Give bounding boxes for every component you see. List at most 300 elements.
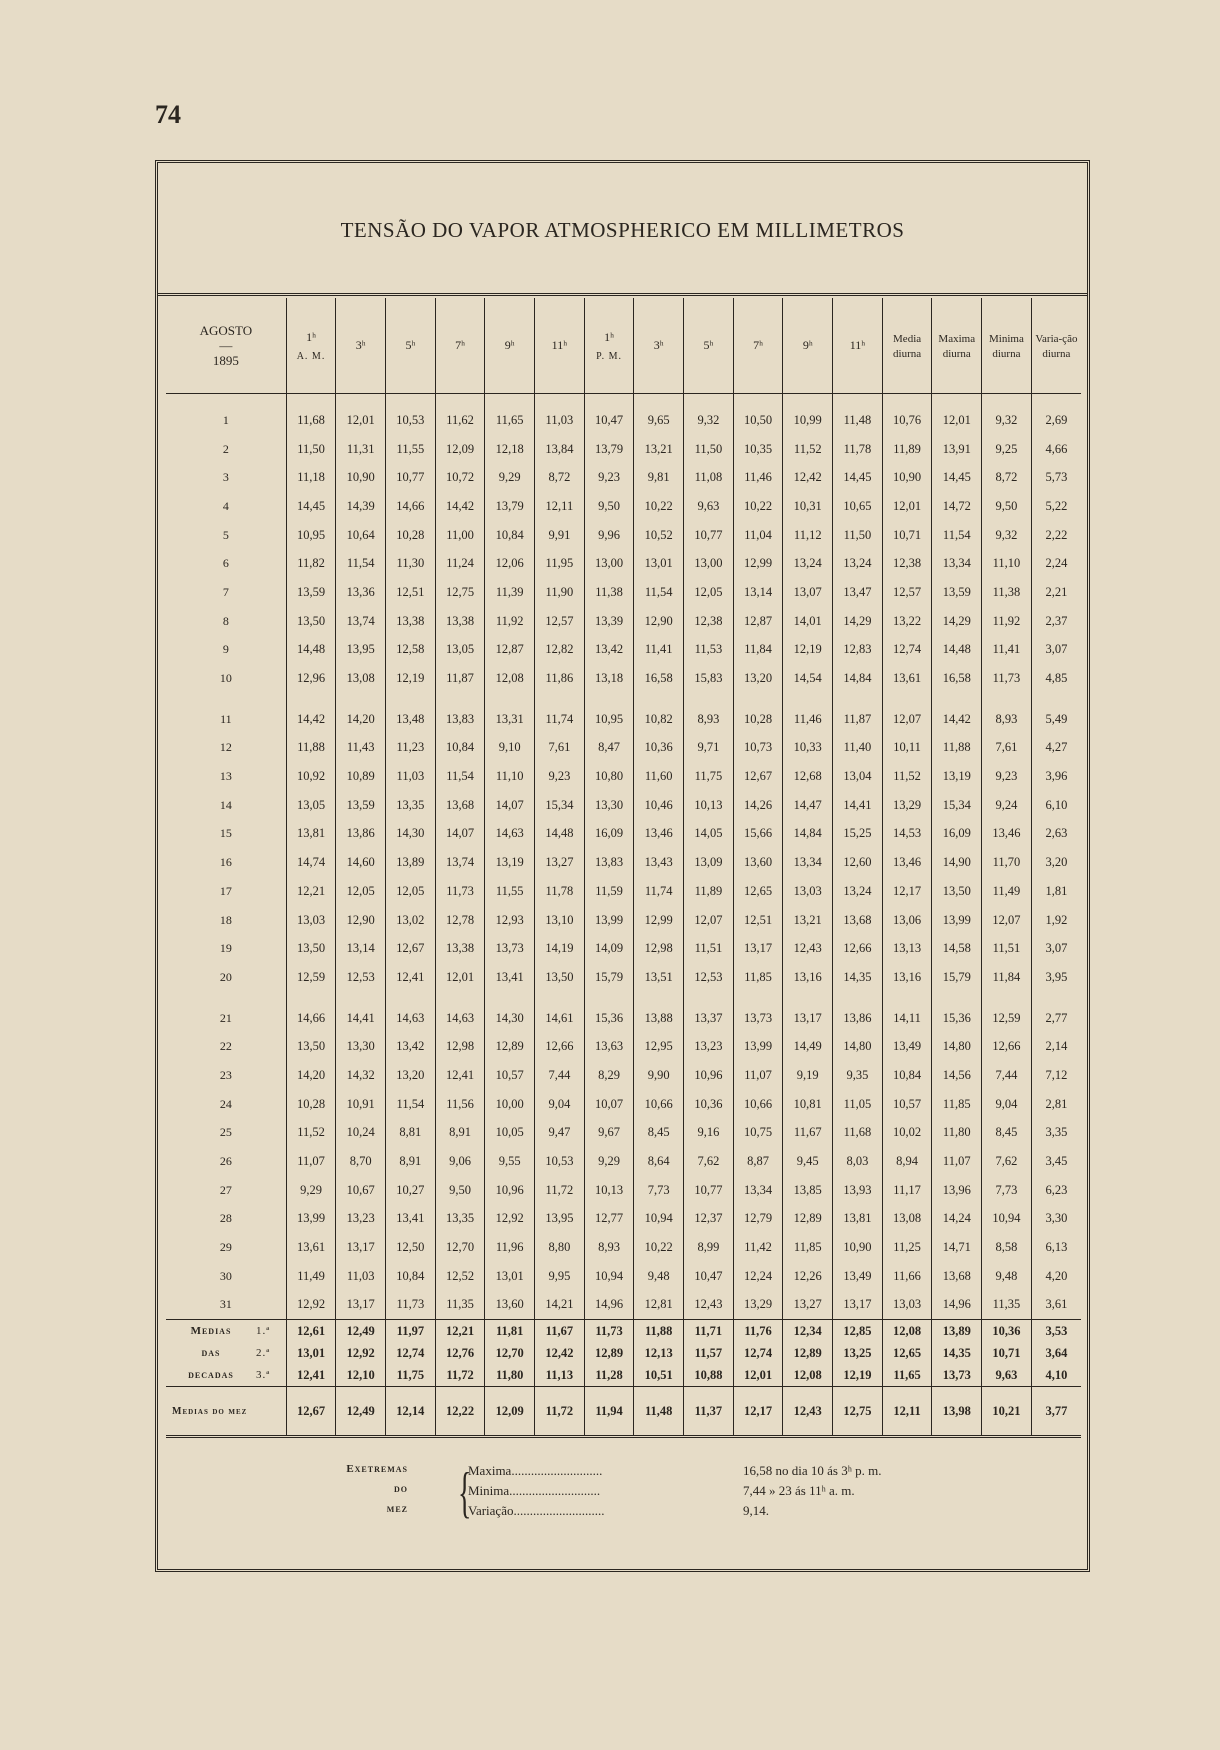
value-cell: 11,25	[882, 1233, 932, 1262]
decade-value-cell: 12,92	[336, 1342, 386, 1364]
value-cell: 12,52	[435, 1262, 485, 1291]
column-header	[535, 298, 585, 394]
table-row	[166, 664, 1081, 693]
value-cell: 9,90	[634, 1061, 684, 1090]
month-mean-cell: 12,09	[485, 1387, 535, 1437]
column-header-hour: 5ʰ	[405, 338, 416, 352]
value-cell: 11,78	[833, 435, 883, 464]
day-cell: 15	[219, 826, 232, 841]
value-cell: 13,42	[584, 636, 634, 665]
value-cell: 14,96	[584, 1291, 634, 1320]
decade-row	[166, 1342, 1081, 1364]
value-cell: 14,01	[783, 607, 833, 636]
value-cell: 9,29	[584, 1147, 634, 1176]
value-cell: 13,34	[783, 848, 833, 877]
value-cell: 13,83	[584, 848, 634, 877]
value-cell: 10,11	[882, 734, 932, 763]
month-means-row	[166, 1387, 1081, 1437]
month-mean-cell: 12,67	[286, 1387, 336, 1437]
value-cell: 11,07	[733, 1061, 783, 1090]
value-cell: 11,70	[982, 848, 1032, 877]
value-cell: 13,50	[286, 607, 336, 636]
spacer-cell	[733, 693, 783, 705]
value-cell: 11,62	[435, 406, 485, 435]
spacer-row	[166, 992, 1081, 1004]
value-cell: 14,96	[932, 1291, 982, 1320]
value-cell: 10,28	[733, 705, 783, 734]
decade-value-cell: 11,75	[386, 1364, 436, 1387]
value-cell: 12,67	[386, 934, 436, 963]
table-row	[166, 1004, 1081, 1033]
value-cell: 5,22	[1031, 492, 1081, 521]
value-cell: 14,20	[286, 1061, 336, 1090]
spacer-cell	[535, 394, 585, 407]
value-cell: 14,48	[932, 636, 982, 665]
decade-value-cell: 11,80	[485, 1364, 535, 1387]
value-cell: 11,46	[783, 705, 833, 734]
value-cell: 10,22	[733, 492, 783, 521]
value-cell: 11,53	[684, 636, 734, 665]
value-cell: 11,85	[733, 963, 783, 992]
value-cell: 13,88	[634, 1004, 684, 1033]
value-cell: 13,38	[435, 607, 485, 636]
value-cell: 11,55	[386, 435, 436, 464]
day-cell: 12	[219, 740, 232, 755]
value-cell: 14,45	[932, 463, 982, 492]
value-cell: 11,74	[535, 705, 585, 734]
value-cell: 9,25	[982, 435, 1032, 464]
extreme-maxima-name: Maxima	[468, 1463, 512, 1478]
value-cell: 13,21	[634, 435, 684, 464]
spacer-cell	[336, 992, 386, 1004]
spacer-cell	[783, 992, 833, 1004]
value-cell: 13,79	[485, 492, 535, 521]
value-cell: 14,41	[833, 791, 883, 820]
value-cell: 2,24	[1031, 549, 1081, 578]
decade-value-cell: 11,67	[535, 1320, 585, 1343]
value-cell: 13,34	[733, 1176, 783, 1205]
value-cell: 13,14	[733, 578, 783, 607]
column-header-hour: 9ʰ	[802, 338, 813, 352]
value-cell: 13,23	[684, 1032, 734, 1061]
value-cell: 10,94	[584, 1262, 634, 1291]
decade-row	[166, 1364, 1081, 1387]
value-cell: 10,13	[584, 1176, 634, 1205]
value-cell: 14,63	[386, 1004, 436, 1033]
decade-value-cell: 11,72	[435, 1364, 485, 1387]
table-row	[166, 521, 1081, 550]
value-cell: 13,30	[584, 791, 634, 820]
value-cell: 10,47	[584, 406, 634, 435]
day-cell: 8	[222, 613, 229, 628]
value-cell: 2,77	[1031, 1004, 1081, 1033]
value-cell: 14,21	[535, 1291, 585, 1320]
day-cell: 5	[222, 527, 229, 542]
value-cell: 13,03	[882, 1291, 932, 1320]
day-cell: 24	[219, 1096, 232, 1111]
value-cell: 12,41	[386, 963, 436, 992]
spacer-cell	[435, 992, 485, 1004]
value-cell: 10,80	[584, 762, 634, 791]
decade-value-cell: 13,73	[932, 1364, 982, 1387]
value-cell: 11,10	[485, 762, 535, 791]
table-row	[166, 406, 1081, 435]
value-cell: 12,66	[535, 1032, 585, 1061]
value-cell: 8,94	[882, 1147, 932, 1176]
decade-value-cell: 12,01	[733, 1364, 783, 1387]
value-cell: 13,34	[932, 549, 982, 578]
value-cell: 10,27	[386, 1176, 436, 1205]
value-cell: 11,88	[286, 734, 336, 763]
column-header-hour: Minima diurna	[989, 332, 1024, 360]
value-cell: 14,26	[733, 791, 783, 820]
header-dash: —	[219, 337, 233, 353]
month-mean-cell: 12,43	[783, 1387, 833, 1437]
value-cell: 11,54	[435, 762, 485, 791]
value-cell: 16,09	[584, 820, 634, 849]
header-row	[166, 298, 1081, 394]
spacer-cell	[684, 992, 734, 1004]
value-cell: 14,29	[833, 607, 883, 636]
value-cell: 11,41	[982, 636, 1032, 665]
value-cell: 11,68	[286, 406, 336, 435]
value-cell: 13,42	[386, 1032, 436, 1061]
value-cell: 10,53	[386, 406, 436, 435]
value-cell: 13,07	[783, 578, 833, 607]
value-cell: 13,27	[535, 848, 585, 877]
day-cell: 11	[220, 711, 232, 726]
spacer-cell	[435, 693, 485, 705]
decade-value-cell: 14,35	[932, 1342, 982, 1364]
value-cell: 13,29	[882, 791, 932, 820]
decade-value-cell: 12,74	[733, 1342, 783, 1364]
value-cell: 11,49	[286, 1262, 336, 1291]
value-cell: 14,30	[485, 1004, 535, 1033]
value-cell: 5,49	[1031, 705, 1081, 734]
decade-value-cell: 11,28	[584, 1364, 634, 1387]
value-cell: 13,81	[833, 1205, 883, 1234]
value-cell: 12,90	[336, 906, 386, 935]
value-cell: 8,72	[535, 463, 585, 492]
extreme-minima-value: 7,44 » 23 ás 11ʰ a. m.	[743, 1483, 855, 1498]
value-cell: 13,35	[435, 1205, 485, 1234]
value-cell: 10,05	[485, 1119, 535, 1148]
value-cell: 3,61	[1031, 1291, 1081, 1320]
value-cell: 10,67	[336, 1176, 386, 1205]
spacer-cell	[435, 394, 485, 407]
day-cell: 30	[219, 1268, 232, 1283]
value-cell: 13,17	[733, 934, 783, 963]
value-cell: 10,94	[982, 1205, 1032, 1234]
value-cell: 9,29	[286, 1176, 336, 1205]
decade-group-label: decadas	[188, 1369, 234, 1382]
decade-value-cell: 12,61	[286, 1320, 336, 1343]
value-cell: 4,20	[1031, 1262, 1081, 1291]
value-cell: 12,96	[286, 664, 336, 693]
value-cell: 12,05	[386, 877, 436, 906]
value-cell: 11,54	[932, 521, 982, 550]
value-cell: 10,24	[336, 1119, 386, 1148]
value-cell: 13,30	[336, 1032, 386, 1061]
value-cell: 13,01	[634, 549, 684, 578]
value-cell: 13,35	[386, 791, 436, 820]
value-cell: 14,47	[783, 791, 833, 820]
value-cell: 9,04	[982, 1090, 1032, 1119]
value-cell: 13,46	[882, 848, 932, 877]
spacer-cell	[485, 992, 535, 1004]
day-cell: 26	[219, 1154, 232, 1169]
decade-value-cell: 11,73	[584, 1320, 634, 1343]
decade-value-cell: 13,01	[286, 1342, 336, 1364]
value-cell: 10,36	[684, 1090, 734, 1119]
value-cell: 13,03	[286, 906, 336, 935]
value-cell: 14,80	[833, 1032, 883, 1061]
value-cell: 11,85	[932, 1090, 982, 1119]
decade-value-cell: 12,13	[634, 1342, 684, 1364]
value-cell: 8,93	[584, 1233, 634, 1262]
value-cell: 9,65	[634, 406, 684, 435]
day-cell: 16	[219, 855, 232, 870]
value-cell: 11,84	[982, 963, 1032, 992]
extreme-maxima-value: 16,58 no dia 10 ás 3ʰ p. m.	[743, 1463, 882, 1478]
spacer-cell	[982, 394, 1032, 407]
value-cell: 12,07	[882, 705, 932, 734]
value-cell: 13,96	[932, 1176, 982, 1205]
table-row	[166, 607, 1081, 636]
column-header-hour: Varia-ção diurna	[1035, 332, 1078, 360]
value-cell: 13,99	[584, 906, 634, 935]
value-cell: 13,99	[932, 906, 982, 935]
spacer-cell	[684, 693, 734, 705]
value-cell: 15,34	[535, 791, 585, 820]
value-cell: 12,43	[783, 934, 833, 963]
value-cell: 13,38	[435, 934, 485, 963]
column-header-sub: P. M.	[596, 350, 622, 362]
value-cell: 13,01	[485, 1262, 535, 1291]
value-cell: 10,64	[336, 521, 386, 550]
decade-value-cell: 12,76	[435, 1342, 485, 1364]
value-cell: 10,50	[733, 406, 783, 435]
spacer-cell	[485, 394, 535, 407]
value-cell: 12,81	[634, 1291, 684, 1320]
month-mean-cell: 12,14	[386, 1387, 436, 1437]
value-cell: 9,29	[485, 463, 535, 492]
value-cell: 8,81	[386, 1119, 436, 1148]
value-cell: 10,89	[336, 762, 386, 791]
decade-value-cell: 12,65	[882, 1342, 932, 1364]
decade-value-cell: 3,53	[1031, 1320, 1081, 1343]
value-cell: 11,75	[684, 762, 734, 791]
value-cell: 9,96	[584, 521, 634, 550]
value-cell: 14,49	[783, 1032, 833, 1061]
value-cell: 13,50	[286, 934, 336, 963]
value-cell: 10,22	[634, 492, 684, 521]
table-row	[166, 848, 1081, 877]
decade-value-cell: 11,71	[684, 1320, 734, 1343]
value-cell: 11,03	[386, 762, 436, 791]
month-mean-cell: 11,72	[535, 1387, 585, 1437]
day-cell: 22	[219, 1039, 232, 1054]
value-cell: 9,81	[634, 463, 684, 492]
value-cell: 12,75	[435, 578, 485, 607]
value-cell: 14,84	[783, 820, 833, 849]
value-cell: 7,61	[982, 734, 1032, 763]
value-cell: 15,66	[733, 820, 783, 849]
column-header-hour: 3ʰ	[653, 338, 664, 352]
value-cell: 10,36	[634, 734, 684, 763]
decade-group-label: Medias	[190, 1325, 232, 1338]
value-cell: 12,51	[733, 906, 783, 935]
value-cell: 11,88	[932, 734, 982, 763]
value-cell: 13,81	[286, 820, 336, 849]
value-cell: 12,92	[485, 1205, 535, 1234]
column-header	[684, 298, 734, 394]
value-cell: 12,59	[982, 1004, 1032, 1033]
value-cell: 10,71	[882, 521, 932, 550]
spacer-cell	[882, 693, 932, 705]
value-cell: 11,68	[833, 1119, 883, 1148]
value-cell: 13,22	[882, 607, 932, 636]
extremes-brace: {	[458, 1462, 472, 1524]
value-cell: 15,79	[932, 963, 982, 992]
table-row	[166, 1061, 1081, 1090]
value-cell: 10,72	[435, 463, 485, 492]
value-cell: 11,67	[783, 1119, 833, 1148]
value-cell: 14,84	[833, 664, 883, 693]
value-cell: 13,00	[684, 549, 734, 578]
value-cell: 9,67	[584, 1119, 634, 1148]
value-cell: 3,35	[1031, 1119, 1081, 1148]
value-cell: 8,58	[982, 1233, 1032, 1262]
table-row	[166, 549, 1081, 578]
column-header	[783, 298, 833, 394]
table-frame	[155, 160, 1090, 1572]
value-cell: 14,39	[336, 492, 386, 521]
value-cell: 6,10	[1031, 791, 1081, 820]
value-cell: 10,47	[684, 1262, 734, 1291]
decade-value-cell: 12,70	[485, 1342, 535, 1364]
table-row	[166, 1205, 1081, 1234]
value-cell: 10,13	[684, 791, 734, 820]
day-cell: 20	[219, 969, 232, 984]
value-cell: 12,89	[485, 1032, 535, 1061]
value-cell: 11,05	[833, 1090, 883, 1119]
value-cell: 14,30	[386, 820, 436, 849]
table-row	[166, 1291, 1081, 1320]
value-cell: 10,00	[485, 1090, 535, 1119]
value-cell: 6,13	[1031, 1233, 1081, 1262]
day-cell: 19	[219, 941, 232, 956]
header-year: 1895	[212, 352, 239, 368]
decade-value-cell: 11,97	[386, 1320, 436, 1343]
month-mean-cell: 11,94	[584, 1387, 634, 1437]
value-cell: 8,80	[535, 1233, 585, 1262]
value-cell: 12,05	[684, 578, 734, 607]
value-cell: 11,54	[634, 578, 684, 607]
spacer-cell	[634, 992, 684, 1004]
value-cell: 13,73	[733, 1004, 783, 1033]
value-cell: 12,90	[634, 607, 684, 636]
column-header-hour: 7ʰ	[753, 338, 763, 352]
value-cell: 9,10	[485, 734, 535, 763]
value-cell: 13,99	[733, 1032, 783, 1061]
value-cell: 7,73	[634, 1176, 684, 1205]
column-header-sub: A. M.	[296, 350, 326, 362]
table-row	[166, 1032, 1081, 1061]
header-month-year	[166, 298, 286, 394]
spacer-cell	[535, 693, 585, 705]
value-cell: 12,87	[485, 636, 535, 665]
value-cell: 13,08	[336, 664, 386, 693]
value-cell: 10,99	[783, 406, 833, 435]
day-cell: 21	[219, 1010, 232, 1025]
value-cell: 8,91	[435, 1119, 485, 1148]
value-cell: 13,03	[783, 877, 833, 906]
value-cell: 11,23	[386, 734, 436, 763]
table-row	[166, 636, 1081, 665]
value-cell: 7,12	[1031, 1061, 1081, 1090]
value-cell: 13,99	[286, 1205, 336, 1234]
column-header-hour: 1ʰ	[306, 329, 316, 344]
spacer-cell	[733, 992, 783, 1004]
decade-value-cell: 12,41	[286, 1364, 336, 1387]
value-cell: 11,35	[982, 1291, 1032, 1320]
value-cell: 10,22	[634, 1233, 684, 1262]
month-mean-cell: 11,48	[634, 1387, 684, 1437]
day-cell: 1	[222, 412, 229, 427]
value-cell: 10,84	[882, 1061, 932, 1090]
value-cell: 11,51	[982, 934, 1032, 963]
value-cell: 12,38	[882, 549, 932, 578]
value-cell: 12,06	[485, 549, 535, 578]
value-cell: 11,55	[485, 877, 535, 906]
value-cell: 12,60	[833, 848, 883, 877]
value-cell: 12,99	[733, 549, 783, 578]
value-cell: 12,89	[783, 1205, 833, 1234]
value-cell: 14,74	[286, 848, 336, 877]
extreme-leader: ............................	[513, 1503, 605, 1518]
decade-value-cell: 10,71	[982, 1342, 1032, 1364]
day-cell: 23	[219, 1067, 232, 1082]
column-header-hour: 7ʰ	[455, 338, 465, 352]
value-cell: 13,39	[584, 607, 634, 636]
value-cell: 12,70	[435, 1233, 485, 1262]
spacer-cell	[386, 693, 436, 705]
decade-value-cell: 9,63	[982, 1364, 1032, 1387]
value-cell: 10,91	[336, 1090, 386, 1119]
value-cell: 12,78	[435, 906, 485, 935]
value-cell: 7,62	[982, 1147, 1032, 1176]
value-cell: 13,74	[435, 848, 485, 877]
value-cell: 10,96	[485, 1176, 535, 1205]
value-cell: 10,73	[733, 734, 783, 763]
day-cell: 27	[219, 1182, 232, 1197]
value-cell: 12,95	[634, 1032, 684, 1061]
value-cell: 14,71	[932, 1233, 982, 1262]
value-cell: 14,53	[882, 820, 932, 849]
table-row	[166, 492, 1081, 521]
value-cell: 10,66	[733, 1090, 783, 1119]
value-cell: 14,35	[833, 963, 883, 992]
value-cell: 11,07	[286, 1147, 336, 1176]
value-cell: 13,73	[485, 934, 535, 963]
value-cell: 10,90	[882, 463, 932, 492]
spacer-cell	[336, 394, 386, 407]
value-cell: 13,18	[584, 664, 634, 693]
value-cell: 11,52	[882, 762, 932, 791]
value-cell: 8,93	[982, 705, 1032, 734]
value-cell: 14,66	[386, 492, 436, 521]
